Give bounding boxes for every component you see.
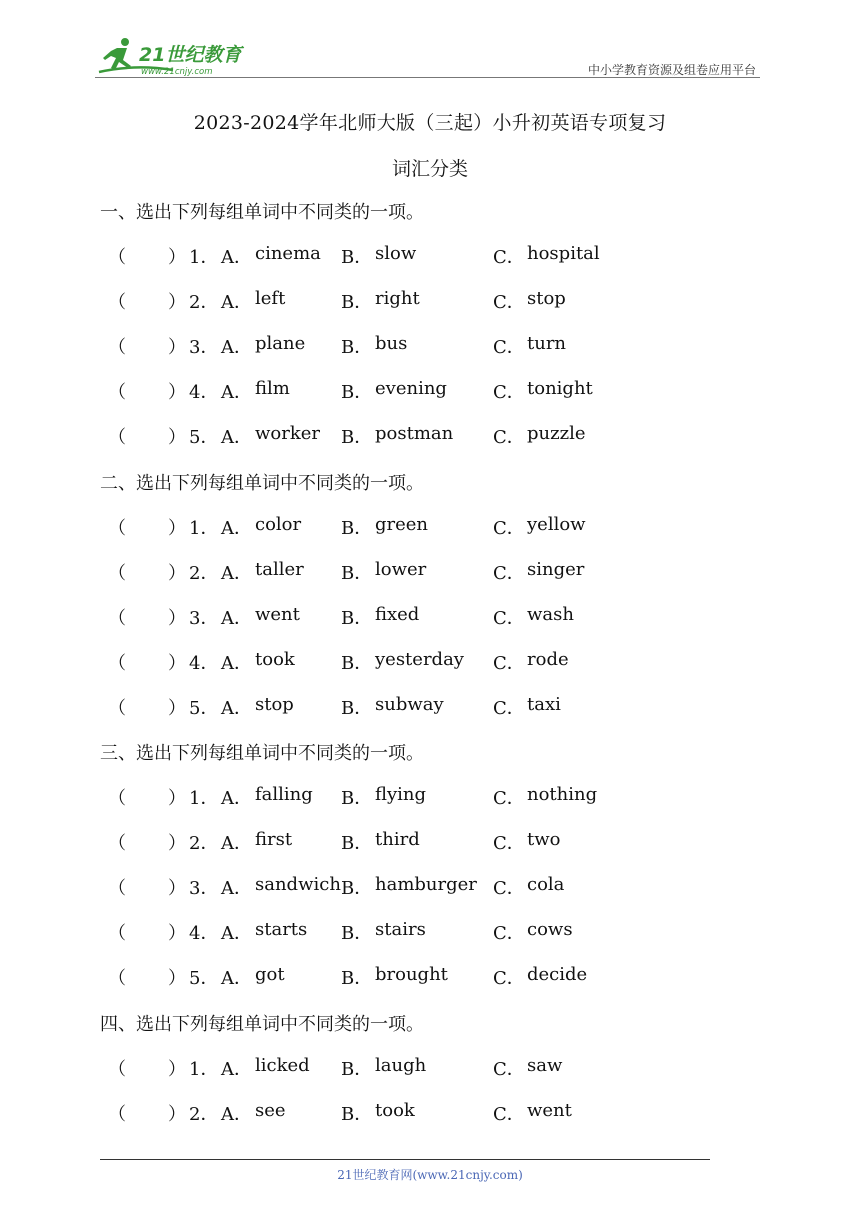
option-a-label: A． xyxy=(221,382,252,403)
option-b-label: B． xyxy=(341,382,373,403)
option-b-text: stairs xyxy=(375,919,426,940)
answer-blank-open[interactable]: （ xyxy=(108,1104,126,1125)
option-b-label: B． xyxy=(341,788,373,809)
page-subtitle: 词汇分类 xyxy=(391,158,468,180)
answer-blank-open[interactable]: （ xyxy=(108,427,126,448)
question-number: 1． xyxy=(189,788,219,809)
option-a-text: got xyxy=(255,964,285,985)
option-c-text: hospital xyxy=(527,243,600,264)
question-row xyxy=(0,604,860,630)
option-b-text: took xyxy=(375,1100,415,1121)
answer-blank-open[interactable]: （ xyxy=(108,1059,126,1080)
option-a-label: A． xyxy=(221,608,252,629)
answer-blank-close: ） xyxy=(168,923,186,944)
question-number: 1． xyxy=(189,518,219,539)
option-b-label: B． xyxy=(341,1104,373,1125)
option-b-label: B． xyxy=(341,698,373,719)
option-c-label: C． xyxy=(493,518,525,539)
question-row xyxy=(0,423,860,449)
option-c-text: cows xyxy=(527,919,573,940)
option-a-text: starts xyxy=(255,919,308,940)
footer-divider xyxy=(100,1159,710,1160)
answer-blank-open[interactable]: （ xyxy=(108,247,126,268)
question-number: 2． xyxy=(189,1104,219,1125)
option-c-label: C． xyxy=(493,1059,525,1080)
option-c-text: wash xyxy=(527,604,574,625)
option-a-text: cinema xyxy=(255,243,321,264)
answer-blank-close: ） xyxy=(168,563,186,584)
site-logo xyxy=(95,36,265,78)
option-a-label: A． xyxy=(221,1059,252,1080)
option-a-text: see xyxy=(255,1100,286,1121)
question-row xyxy=(0,514,860,540)
answer-blank-open[interactable]: （ xyxy=(108,292,126,313)
option-a-text: color xyxy=(255,514,302,535)
option-c-text: tonight xyxy=(527,378,593,399)
answer-blank-close: ） xyxy=(168,382,186,403)
answer-blank-close: ） xyxy=(168,427,186,448)
section-heading: 二、选出下列每组单词中不同类的一项。 xyxy=(100,473,424,494)
option-c-label: C． xyxy=(493,1104,525,1125)
option-b-label: B． xyxy=(341,247,373,268)
answer-blank-close: ） xyxy=(168,608,186,629)
option-a-label: A． xyxy=(221,878,252,899)
option-c-label: C． xyxy=(493,292,525,313)
option-b-label: B． xyxy=(341,833,373,854)
question-row xyxy=(0,1100,860,1126)
runner-logo-icon xyxy=(95,36,265,78)
answer-blank-close: ） xyxy=(168,653,186,674)
option-c-label: C． xyxy=(493,382,525,403)
question-row xyxy=(0,694,860,720)
option-c-label: C． xyxy=(493,563,525,584)
option-c-text: cola xyxy=(527,874,565,895)
answer-blank-close: ） xyxy=(168,337,186,358)
option-b-text: yesterday xyxy=(375,649,464,670)
question-number: 5． xyxy=(189,698,219,719)
option-c-text: turn xyxy=(527,333,567,354)
option-b-label: B． xyxy=(341,1059,373,1080)
answer-blank-open[interactable]: （ xyxy=(108,337,126,358)
option-a-text: worker xyxy=(255,423,321,444)
option-a-text: took xyxy=(255,649,295,670)
section-heading: 四、选出下列每组单词中不同类的一项。 xyxy=(100,1014,424,1035)
logo-url: www.21cnjy.com xyxy=(141,67,213,77)
question-number: 5． xyxy=(189,968,219,989)
option-b-text: third xyxy=(375,829,420,850)
option-c-text: rode xyxy=(527,649,569,670)
question-row xyxy=(0,964,860,990)
option-b-label: B． xyxy=(341,427,373,448)
option-b-text: slow xyxy=(375,243,417,264)
question-row xyxy=(0,874,860,900)
answer-blank-close: ） xyxy=(168,698,186,719)
question-number: 5． xyxy=(189,427,219,448)
question-number: 4． xyxy=(189,653,219,674)
option-a-label: A． xyxy=(221,968,252,989)
option-c-text: yellow xyxy=(527,514,586,535)
option-a-label: A． xyxy=(221,1104,252,1125)
option-b-text: fixed xyxy=(375,604,420,625)
option-a-text: licked xyxy=(255,1055,310,1076)
question-number: 3． xyxy=(189,608,219,629)
option-a-text: left xyxy=(255,288,286,309)
question-number: 4． xyxy=(189,382,219,403)
answer-blank-open[interactable]: （ xyxy=(108,923,126,944)
option-c-text: saw xyxy=(527,1055,563,1076)
option-a-text: film xyxy=(255,378,290,399)
option-b-label: B． xyxy=(341,608,373,629)
question-row xyxy=(0,1055,860,1081)
question-number: 1． xyxy=(189,247,219,268)
option-c-text: puzzle xyxy=(527,423,586,444)
question-number: 1． xyxy=(189,1059,219,1080)
question-row xyxy=(0,559,860,585)
question-number: 3． xyxy=(189,878,219,899)
question-number: 2． xyxy=(189,833,219,854)
answer-blank-open[interactable]: （ xyxy=(108,608,126,629)
question-row xyxy=(0,784,860,810)
option-c-label: C． xyxy=(493,653,525,674)
answer-blank-open[interactable]: （ xyxy=(108,968,126,989)
option-c-text: went xyxy=(527,1100,572,1121)
option-c-label: C． xyxy=(493,788,525,809)
option-b-text: laugh xyxy=(375,1055,427,1076)
option-b-label: B． xyxy=(341,968,373,989)
page-header xyxy=(95,30,760,80)
option-a-text: sandwich xyxy=(255,874,341,895)
question-number: 2． xyxy=(189,563,219,584)
question-number: 3． xyxy=(189,337,219,358)
page-title: 2023-2024学年北师大版（三起）小升初英语专项复习 xyxy=(193,112,667,134)
answer-blank-open[interactable]: （ xyxy=(108,833,126,854)
question-row xyxy=(0,333,860,359)
option-c-label: C． xyxy=(493,427,525,448)
answer-blank-close: ） xyxy=(168,247,186,268)
question-row xyxy=(0,378,860,404)
option-c-label: C． xyxy=(493,968,525,989)
answer-blank-close: ） xyxy=(168,1104,186,1125)
answer-blank-open[interactable]: （ xyxy=(108,878,126,899)
logo-text: 21世纪教育 xyxy=(139,44,242,66)
option-c-label: C． xyxy=(493,337,525,358)
answer-blank-open[interactable]: （ xyxy=(108,518,126,539)
question-row xyxy=(0,243,860,269)
option-a-label: A． xyxy=(221,698,252,719)
answer-blank-close: ） xyxy=(168,1059,186,1080)
option-a-label: A． xyxy=(221,337,252,358)
option-a-label: A． xyxy=(221,653,252,674)
option-b-text: hamburger xyxy=(375,874,477,895)
option-c-label: C． xyxy=(493,923,525,944)
option-a-text: stop xyxy=(255,694,294,715)
answer-blank-close: ） xyxy=(168,788,186,809)
option-b-label: B． xyxy=(341,653,373,674)
option-b-text: bus xyxy=(375,333,408,354)
option-c-text: stop xyxy=(527,288,566,309)
option-a-label: A． xyxy=(221,518,252,539)
option-c-label: C． xyxy=(493,698,525,719)
section-heading: 一、选出下列每组单词中不同类的一项。 xyxy=(100,202,424,223)
answer-blank-close: ） xyxy=(168,968,186,989)
option-c-text: decide xyxy=(527,964,588,985)
option-a-text: first xyxy=(255,829,293,850)
header-divider xyxy=(95,77,760,78)
answer-blank-open[interactable]: （ xyxy=(108,653,126,674)
answer-blank-close: ） xyxy=(168,833,186,854)
option-b-text: evening xyxy=(375,378,447,399)
option-b-label: B． xyxy=(341,518,373,539)
question-number: 4． xyxy=(189,923,219,944)
question-row xyxy=(0,288,860,314)
option-c-label: C． xyxy=(493,247,525,268)
option-a-label: A． xyxy=(221,923,252,944)
option-b-text: brought xyxy=(375,964,448,985)
answer-blank-open[interactable]: （ xyxy=(108,563,126,584)
option-a-label: A． xyxy=(221,788,252,809)
option-a-text: went xyxy=(255,604,300,625)
answer-blank-close: ） xyxy=(168,878,186,899)
header-tagline: 中小学教育资源及组卷应用平台 xyxy=(587,63,756,77)
option-a-text: plane xyxy=(255,333,306,354)
option-a-text: taller xyxy=(255,559,304,580)
option-c-text: singer xyxy=(527,559,585,580)
option-b-text: subway xyxy=(375,694,444,715)
option-b-text: postman xyxy=(375,423,454,444)
footer-text: 21世纪教育网(www.21cnjy.com) xyxy=(337,1168,523,1182)
option-c-text: nothing xyxy=(527,784,598,805)
option-b-text: flying xyxy=(375,784,427,805)
answer-blank-close: ） xyxy=(168,518,186,539)
option-b-label: B． xyxy=(341,563,373,584)
option-c-text: two xyxy=(527,829,561,850)
question-number: 2． xyxy=(189,292,219,313)
option-c-label: C． xyxy=(493,878,525,899)
option-b-label: B． xyxy=(341,337,373,358)
option-a-text: falling xyxy=(255,784,313,805)
option-b-text: lower xyxy=(375,559,427,580)
question-row xyxy=(0,919,860,945)
option-b-label: B． xyxy=(341,878,373,899)
option-b-label: B． xyxy=(341,292,373,313)
answer-blank-open[interactable]: （ xyxy=(108,698,126,719)
option-a-label: A． xyxy=(221,833,252,854)
option-a-label: A． xyxy=(221,563,252,584)
answer-blank-open[interactable]: （ xyxy=(108,788,126,809)
option-a-label: A． xyxy=(221,427,252,448)
option-c-label: C． xyxy=(493,833,525,854)
section-heading: 三、选出下列每组单词中不同类的一项。 xyxy=(100,743,424,764)
answer-blank-close: ） xyxy=(168,292,186,313)
question-row xyxy=(0,649,860,675)
answer-blank-open[interactable]: （ xyxy=(108,382,126,403)
option-b-text: right xyxy=(375,288,420,309)
option-a-label: A． xyxy=(221,292,252,313)
option-c-label: C． xyxy=(493,608,525,629)
option-b-text: green xyxy=(375,514,429,535)
option-c-text: taxi xyxy=(527,694,561,715)
option-a-label: A． xyxy=(221,247,252,268)
question-row xyxy=(0,829,860,855)
option-b-label: B． xyxy=(341,923,373,944)
